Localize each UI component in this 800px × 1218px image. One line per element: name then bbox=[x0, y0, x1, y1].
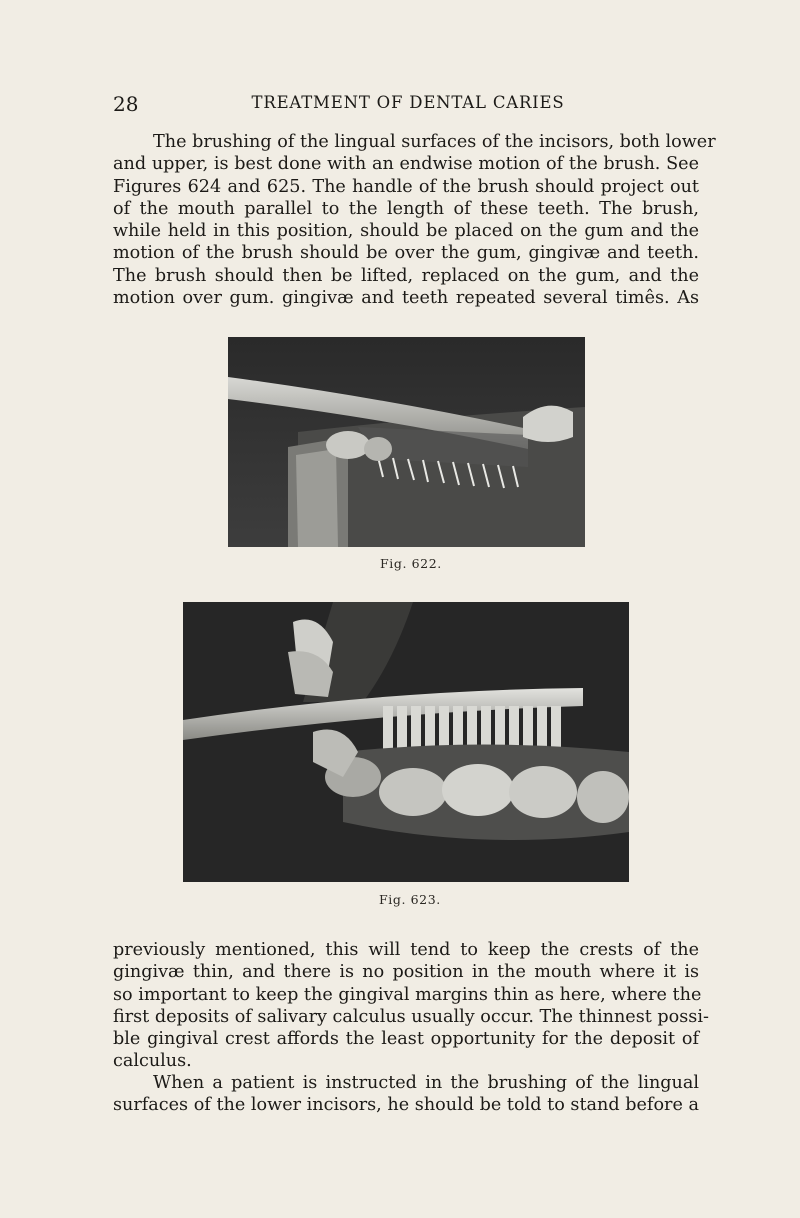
text-line: When a patient is instructed in the brushing of the lingual bbox=[153, 1073, 699, 1093]
text-line: The brush should then be lifted, replaced on the gum, and the bbox=[113, 265, 699, 286]
text-line: and upper, is best done with an endwise motion of the brush. See bbox=[113, 154, 699, 175]
text-line: of the mouth parallel to the length of these teeth. The brush, bbox=[113, 198, 699, 219]
text-line: motion over gum. gingivæ and teeth repeated several timês. As bbox=[113, 288, 699, 309]
figure-623-photo bbox=[183, 602, 629, 882]
text-line: so important to keep the gingival margins thin as here, where the bbox=[113, 984, 702, 1005]
text-line: Figures 624 and 625. The handle of the brush should project out bbox=[113, 176, 699, 197]
figure-623-caption: Fig. 623. bbox=[379, 892, 441, 907]
paragraph-2 bbox=[113, 939, 709, 1073]
toothbrush-molars-illustration bbox=[183, 602, 629, 882]
page-header bbox=[113, 92, 703, 114]
toothbrush-lingual-illustration bbox=[228, 337, 585, 547]
running-title: TREATMENT OF DENTAL CARIES bbox=[251, 93, 565, 112]
text-line: The brushing of the lingual surfaces of the incisors, both lower bbox=[153, 132, 716, 152]
text-line: first deposits of salivary calculus usually occur. The thinnest possi- bbox=[113, 1006, 709, 1027]
text-line: calculus. bbox=[113, 1051, 192, 1072]
figure-622-caption: Fig. 622. bbox=[380, 556, 442, 571]
page-number: 28 bbox=[113, 92, 139, 116]
text-line: while held in this position, should be placed on the gum and the bbox=[113, 221, 699, 242]
paragraph-1 bbox=[113, 131, 716, 309]
paragraph-3 bbox=[113, 1072, 699, 1117]
text-line: gingivæ thin, and there is no position in the mouth where it is bbox=[113, 962, 699, 983]
text-line: ble gingival crest affords the least opportunity for the deposit of bbox=[113, 1029, 699, 1050]
text-line: previously mentioned, this will tend to keep the crests of the bbox=[113, 940, 699, 960]
text-line: motion of the brush should be over the gum, gingivæ and teeth. bbox=[113, 243, 699, 264]
text-line: surfaces of the lower incisors, he should be told to stand before a bbox=[113, 1095, 699, 1116]
figure-622-photo bbox=[228, 337, 585, 547]
